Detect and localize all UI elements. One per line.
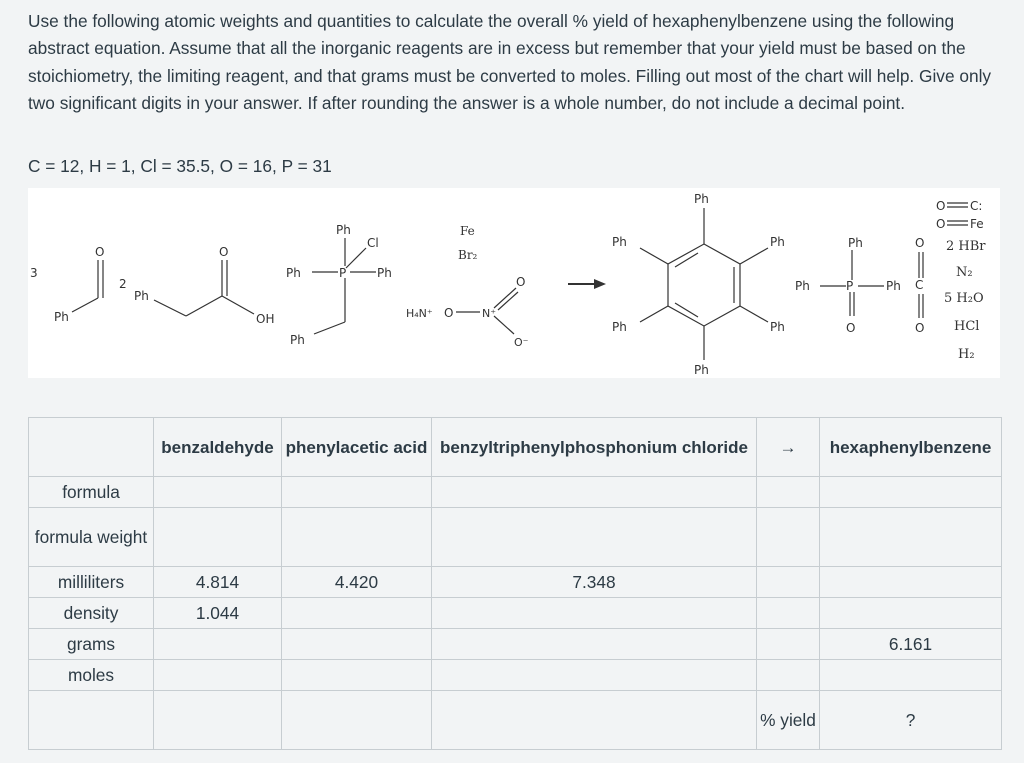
nitrite-o-top: O <box>516 275 526 289</box>
benzaldehyde-structure <box>72 260 103 312</box>
nitrite-h4n: H₄N⁺ <box>406 307 433 320</box>
percent-yield-answer[interactable]: ? <box>820 691 1002 750</box>
table-cell[interactable] <box>282 660 432 691</box>
table-cell[interactable] <box>282 691 432 750</box>
phosphonium-structure <box>312 238 376 334</box>
byproduct-h2: H₂ <box>958 347 975 362</box>
feo-fe: Fe <box>970 217 984 231</box>
fe-reagent: Fe <box>460 224 475 238</box>
hpb-ph-top: Ph <box>694 192 709 206</box>
table-cell[interactable]: 1.044 <box>154 598 282 629</box>
table-cell[interactable] <box>757 567 820 598</box>
phosphonium-ph-bottom: Ph <box>290 333 305 347</box>
row-label: density <box>29 598 154 629</box>
table-cell[interactable] <box>757 660 820 691</box>
row-label <box>29 691 154 750</box>
percent-yield-label: % yield <box>757 691 820 750</box>
reaction-scheme <box>28 188 1000 378</box>
tppo-ph-left: Ph <box>795 279 810 293</box>
coef-2: 2 <box>119 277 127 291</box>
table-cell[interactable] <box>432 691 757 750</box>
co2-c: C <box>915 278 924 292</box>
table-cell[interactable] <box>154 691 282 750</box>
byproduct-hbr: 2 HBr <box>946 239 986 254</box>
phenylacetic-oh: OH <box>256 312 275 326</box>
row-label: grams <box>29 629 154 660</box>
phosphonium-ph-right: Ph <box>377 266 392 280</box>
table-row <box>29 477 1002 508</box>
nitrite-o: O <box>444 306 454 320</box>
coef-3: 3 <box>30 266 38 280</box>
problem-prompt: Use the following atomic weights and quantities to calculate the overall % yield of hexaphenylbenzene using the following abstract equation. Assume that all the inorganic reagents are in excess but remember that your yield must be based on the stoichiometry, the limiting reagent, and that grams must be converted to moles. Filling out most of the chart will help. Give only two significant digits in your answer. If after rounding the answer is a whole number, do not include a decimal point. <box>28 11 992 113</box>
row-label: formula <box>29 477 154 508</box>
table-cell[interactable] <box>282 629 432 660</box>
phosphonium-cl: Cl <box>367 236 379 250</box>
br2-reagent: Br₂ <box>458 248 478 262</box>
hpb-ph-bottom: Ph <box>694 363 709 377</box>
tppo-o: O <box>846 321 856 335</box>
header-row <box>29 418 1002 477</box>
phosphonium-ph-top: Ph <box>336 223 351 237</box>
hexaphenylbenzene-structure <box>640 208 768 360</box>
table-cell[interactable] <box>820 567 1002 598</box>
table-row <box>29 629 1002 660</box>
table-cell[interactable] <box>757 508 820 567</box>
table-cell[interactable] <box>820 660 1002 691</box>
hpb-ph-bl: Ph <box>612 320 627 334</box>
header-arrow: → <box>757 418 820 477</box>
table-cell[interactable] <box>757 477 820 508</box>
byproduct-n2: N₂ <box>956 265 973 280</box>
hpb-ph-br: Ph <box>770 320 785 334</box>
hpb-ph-tl: Ph <box>612 235 627 249</box>
table-row <box>29 598 1002 629</box>
table-cell[interactable] <box>757 598 820 629</box>
table-cell[interactable] <box>432 660 757 691</box>
tppo-ph-right: Ph <box>886 279 901 293</box>
table-cell[interactable]: 4.420 <box>282 567 432 598</box>
header-hexaphenylbenzene: hexaphenylbenzene <box>820 418 1002 477</box>
table-cell[interactable] <box>432 508 757 567</box>
byproduct-bonds <box>947 203 968 225</box>
header-phosphonium-chloride: benzyltriphenylphosphonium chloride <box>432 418 757 477</box>
table-cell[interactable] <box>282 598 432 629</box>
phenylacetic-ph: Ph <box>134 289 149 303</box>
reaction-arrow <box>568 279 606 289</box>
header-blank <box>29 418 154 477</box>
co2-o-bottom: O <box>915 321 925 335</box>
row-label: moles <box>29 660 154 691</box>
row-label: formula weight <box>29 508 154 567</box>
table-cell[interactable] <box>282 477 432 508</box>
table-cell[interactable] <box>154 660 282 691</box>
calculation-table <box>28 417 1002 750</box>
table-cell[interactable] <box>820 598 1002 629</box>
tppo-ph-top: Ph <box>848 236 863 250</box>
table-cell[interactable] <box>282 508 432 567</box>
phosphonium-ph-left: Ph <box>286 266 301 280</box>
table-row <box>29 567 1002 598</box>
phosphonium-p: P <box>339 266 347 280</box>
phenylacetic-o: O <box>219 245 229 259</box>
header-phenylacetic-acid: phenylacetic acid <box>282 418 432 477</box>
feo-o: O <box>936 217 946 231</box>
benzaldehyde-o: O <box>95 245 105 259</box>
tppo-p: P <box>846 279 854 293</box>
nitrite-o-minus: O⁻ <box>514 336 529 349</box>
header-benzaldehyde: benzaldehyde <box>154 418 282 477</box>
atomic-weights: C = 12, H = 1, Cl = 35.5, O = 16, P = 31 <box>28 156 332 176</box>
nitrite-n: N⁺ <box>482 307 497 320</box>
byproduct-hcl: HCl <box>954 319 980 334</box>
table-row <box>29 660 1002 691</box>
table-cell[interactable] <box>432 598 757 629</box>
table-cell[interactable] <box>432 629 757 660</box>
table-cell[interactable] <box>820 508 1002 567</box>
row-label: milliliters <box>29 567 154 598</box>
table-cell[interactable] <box>432 477 757 508</box>
table-cell[interactable] <box>154 629 282 660</box>
table-cell[interactable] <box>154 477 282 508</box>
phenylacetic-acid-structure <box>154 260 254 316</box>
co-c: C: <box>970 199 983 213</box>
byproduct-h2o: 5 H₂O <box>944 291 984 306</box>
table-row <box>29 508 1002 567</box>
table-cell[interactable] <box>154 508 282 567</box>
table-cell[interactable]: 7.348 <box>432 567 757 598</box>
co2-o-top: O <box>915 236 925 250</box>
table-cell[interactable] <box>757 629 820 660</box>
table-row <box>29 691 1002 750</box>
table-cell[interactable]: 6.161 <box>820 629 1002 660</box>
table-cell[interactable]: 4.814 <box>154 567 282 598</box>
co-o: O <box>936 199 946 213</box>
table-cell[interactable] <box>820 477 1002 508</box>
hpb-ph-tr: Ph <box>770 235 785 249</box>
benzaldehyde-ph: Ph <box>54 310 69 324</box>
